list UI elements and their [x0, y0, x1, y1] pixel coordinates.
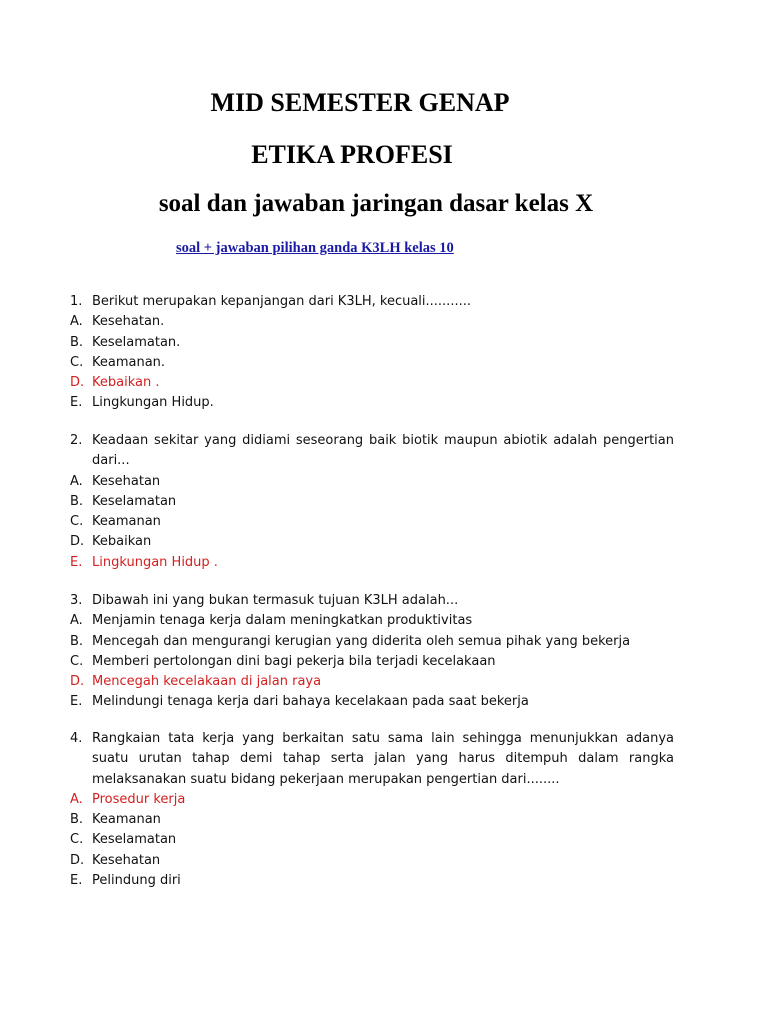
question-3	[70, 591, 674, 713]
answer-option	[70, 611, 674, 631]
option-letter: C.	[70, 832, 84, 848]
option-text: Kesehatan	[92, 852, 161, 868]
question-number: 4.	[70, 731, 83, 746]
answer-option	[70, 652, 674, 672]
question-4	[70, 729, 674, 891]
answer-option-correct	[70, 790, 674, 810]
option-letter: B.	[70, 633, 84, 649]
option-letter: C.	[70, 354, 84, 370]
question-number: 2.	[70, 433, 83, 448]
option-text: Memberi pertolongan dini bagi pekerja bila terjadi kecelakaan	[92, 653, 496, 669]
question-2	[70, 431, 674, 573]
option-text: Kebaikan	[92, 534, 152, 550]
question-text: Keadaan sekitar yang didiami seseorang baik biotik maupun abiotik adalah pengertian dari...	[92, 433, 674, 469]
option-text: Keselamatan	[92, 493, 177, 509]
answer-option	[70, 851, 674, 871]
option-letter: C.	[70, 514, 84, 530]
option-text: Keselamatan.	[92, 334, 181, 350]
question-number: 1.	[70, 294, 83, 309]
question-1	[70, 292, 674, 414]
question-stem	[70, 729, 674, 790]
option-letter: A.	[70, 613, 83, 629]
option-text: Melindungi tenaga kerja dari bahaya kecelakaan pada saat bekerja	[92, 694, 529, 710]
option-text: Mencegah dan mengurangi kerugian yang diderita oleh semua pihak yang bekerja	[92, 633, 631, 649]
option-letter: B.	[70, 493, 84, 509]
answer-option	[70, 532, 674, 552]
quiz-link[interactable]: soal + jawaban pilihan ganda K3LH kelas 10	[176, 240, 454, 256]
answer-option-correct	[70, 373, 674, 393]
option-letter: C.	[70, 653, 84, 669]
question-stem	[70, 292, 674, 312]
option-letter: D.	[70, 375, 85, 391]
answer-option	[70, 393, 674, 413]
title-subject: ETIKA PROFESI	[251, 140, 453, 169]
answer-option	[70, 333, 674, 353]
question-text: Rangkaian tata kerja yang berkaitan satu sama lain sehingga menunjukkan adanya suatu urutan tahap demi tahap serta jalan yang harus ditempuh dalam rangka melaksanakan suatu bidang pekerjaan merupakan pengertian dari........	[92, 731, 674, 787]
answer-option-correct	[70, 672, 674, 692]
answer-option	[70, 472, 674, 492]
title-description: soal dan jawaban jaringan dasar kelas X	[158, 190, 594, 217]
option-letter: D.	[70, 534, 85, 550]
option-text: Keamanan.	[92, 354, 166, 370]
answer-option	[70, 632, 674, 652]
option-text: Prosedur kerja	[92, 791, 186, 807]
option-text: Lingkungan Hidup.	[92, 395, 214, 411]
option-text: Kebaikan .	[92, 375, 160, 391]
answer-option	[70, 692, 674, 712]
option-text: Keamanan	[92, 514, 161, 530]
option-letter: A.	[70, 473, 83, 489]
option-text: Mencegah kecelakaan di jalan raya	[92, 674, 322, 690]
option-letter: E.	[70, 554, 83, 570]
option-letter: D.	[70, 852, 85, 868]
answer-option	[70, 492, 674, 512]
answer-option	[70, 830, 674, 850]
option-text: Kesehatan	[92, 473, 161, 489]
question-stem	[70, 431, 674, 472]
answer-option	[70, 312, 674, 332]
option-letter: B.	[70, 812, 84, 828]
answer-option	[70, 353, 674, 373]
question-text: Berikut merupakan kepanjangan dari K3LH, kecuali...........	[92, 294, 471, 309]
answer-option	[70, 810, 674, 830]
option-letter: D.	[70, 674, 85, 690]
option-letter: B.	[70, 334, 84, 350]
answer-option	[70, 512, 674, 532]
question-text: Dibawah ini yang bukan termasuk tujuan K3LH adalah...	[92, 593, 459, 608]
option-text: Kesehatan.	[92, 314, 165, 330]
option-letter: A.	[70, 314, 83, 330]
option-letter: E.	[70, 694, 83, 710]
option-text: Keamanan	[92, 812, 161, 828]
answer-option	[70, 871, 674, 891]
option-text: Menjamin tenaga kerja dalam meningkatkan produktivitas	[92, 613, 473, 629]
question-stem	[70, 591, 674, 611]
option-text: Lingkungan Hidup .	[92, 554, 218, 570]
option-letter: E.	[70, 873, 83, 889]
option-letter: E.	[70, 395, 83, 411]
answer-option-correct	[70, 553, 674, 573]
option-text: Pelindung diri	[92, 873, 181, 889]
option-letter: A.	[70, 791, 83, 807]
option-text: Keselamatan	[92, 832, 177, 848]
question-number: 3.	[70, 593, 83, 608]
title-mid-semester: MID SEMESTER GENAP	[210, 88, 510, 117]
